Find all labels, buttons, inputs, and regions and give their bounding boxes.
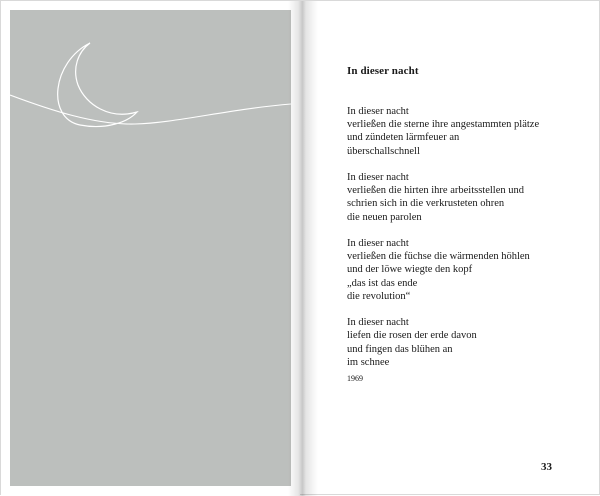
poem-line: In dieser nacht <box>347 172 409 183</box>
poem-line: verließen die sterne ihre angestammten plätze <box>347 119 540 131</box>
poem-year: 1969 <box>347 374 363 383</box>
page-number: 33 <box>541 461 552 473</box>
left-page <box>1 1 300 496</box>
poem-stanza <box>347 105 539 158</box>
poem-stanza <box>347 316 539 369</box>
poem-line: die revolution“ <box>347 290 411 302</box>
poem-line: und fingen das blühen an <box>347 343 453 355</box>
poem-line: verließen die hirten ihre arbeitsstellen und <box>347 185 524 197</box>
poem-title: In dieser nacht <box>347 65 419 77</box>
poem-line: schrien sich in die verkrusteten ohren <box>347 198 505 210</box>
poem-line: liefen die rosen der erde davon <box>347 330 477 342</box>
poem-line: überschallschnell <box>347 145 420 157</box>
poem-line: In dieser nacht <box>347 317 409 329</box>
poem-line: In dieser nacht <box>347 238 409 249</box>
poem-line: „das ist das ende <box>347 277 418 289</box>
poem-line: und der löwe wiegte den kopf <box>347 264 473 276</box>
poem-line: die neuen parolen <box>347 211 422 223</box>
poem-line: im schnee <box>347 356 390 368</box>
illustration <box>10 10 291 486</box>
poem-line: verließen die füchse die wärmenden höhlen <box>347 251 530 263</box>
illustration-background <box>10 10 291 486</box>
poem-line: In dieser nacht <box>347 106 409 117</box>
poem-stanza <box>347 171 539 224</box>
poem-body <box>347 105 539 382</box>
poem-stanza <box>347 237 539 303</box>
poem-line: und zündeten lärmfeuer an <box>347 132 460 144</box>
right-page <box>301 1 600 496</box>
